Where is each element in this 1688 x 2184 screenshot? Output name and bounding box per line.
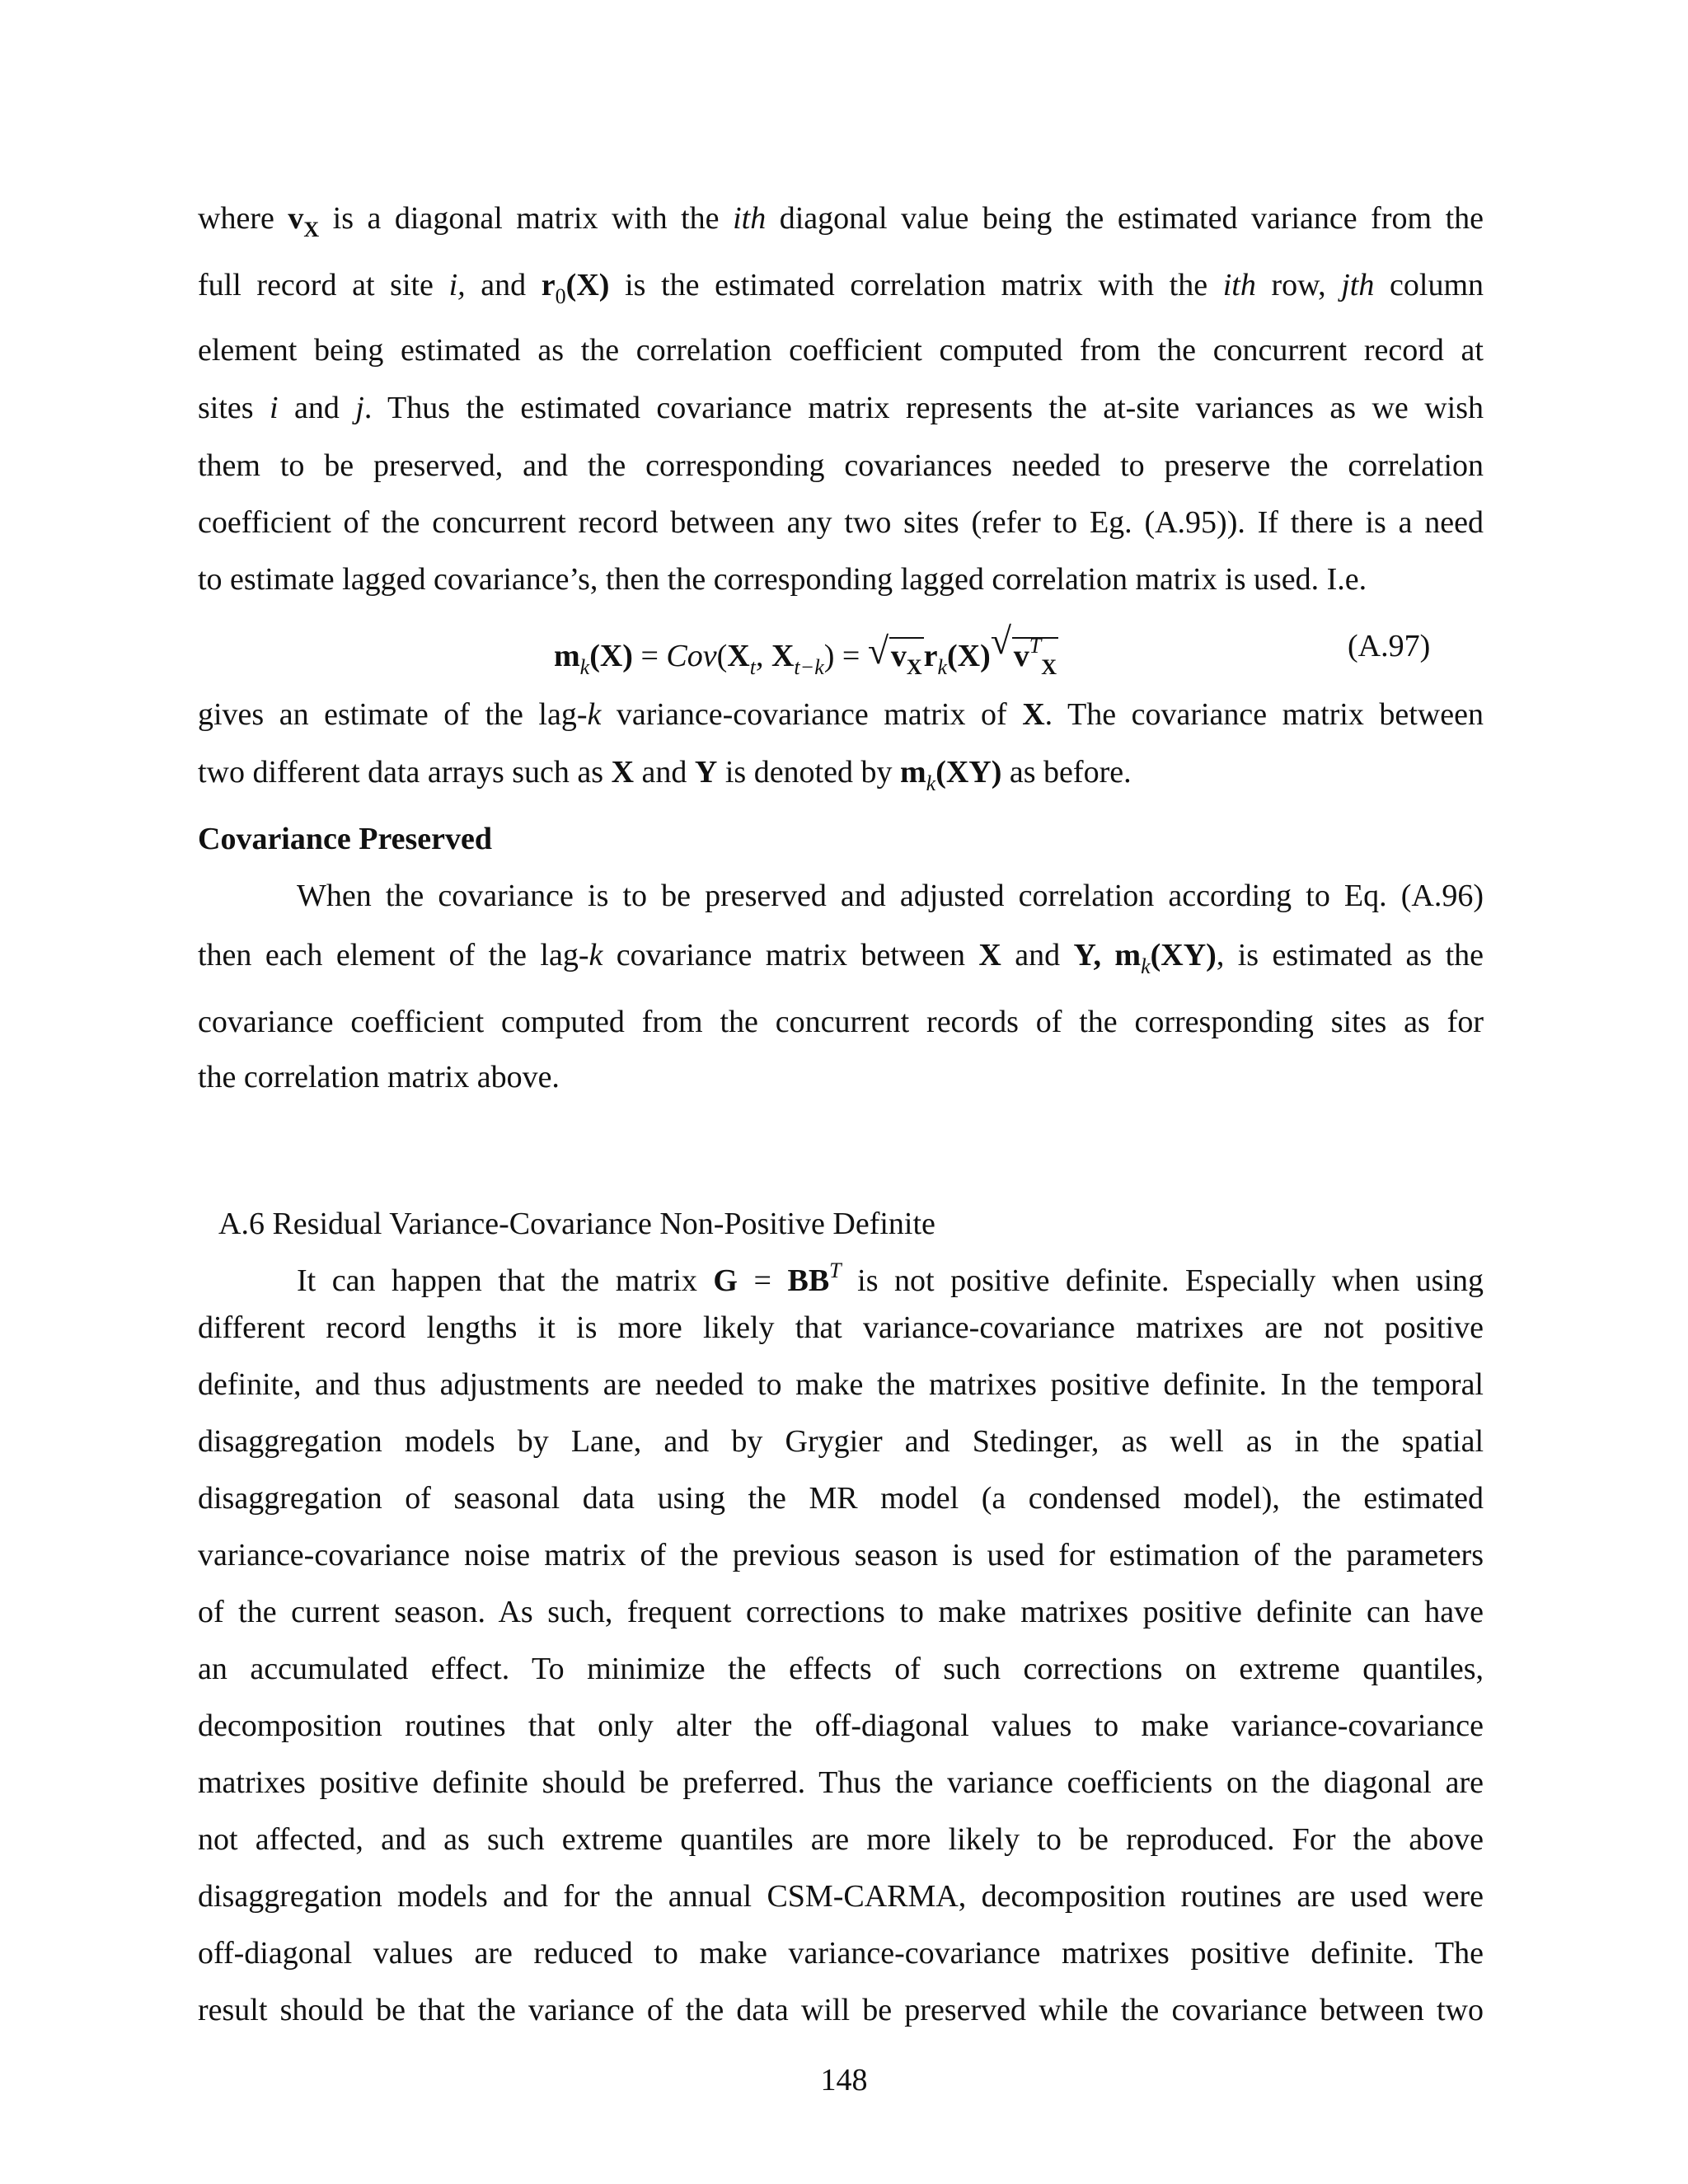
heading-covariance-preserved: Covariance Preserved — [198, 822, 493, 856]
para1-line1: where $v_X$ is a diagonal matrix with the ith diagonal value being the estimated variance from the — [198, 201, 1484, 241]
para4-line10: matrixes positive definite should be preferred. Thus the variance coefficients on the diagonal are — [198, 1765, 1484, 1800]
para4-line4: disaggregation models by Lane, and by Grygier and Stedinger, as well as in the spatial — [198, 1424, 1484, 1459]
section-title: A.6 Residual Variance-Covariance Non-Positive Definite — [218, 1207, 935, 1241]
para1-line6: coefficient of the concurrent record between any two sites (refer to Eg. (A.95)). If there is a need — [198, 505, 1484, 540]
para3-line4: the correlation matrix above. — [198, 1060, 560, 1094]
equation-a97: $m_k(X) = Cov(X_t$, $X_{t-k}$) = √ $v_Xr_k(X)$ √ $v^T_X$ — [554, 626, 1058, 687]
para4-line1: It can happen that the matrix $G = BB^T$ is not positive definite. Especially when using — [297, 1258, 1484, 1298]
equation-number: (A.97) — [1348, 629, 1431, 663]
para4-line8: an accumulated effect. To minimize the effects of such corrections on extreme quantiles, — [198, 1652, 1484, 1686]
para4-line3: definite, and thus adjustments are needed to make the matrixes positive definite. In the temporal — [198, 1367, 1484, 1402]
para1-line4: sites i and j. Thus the estimated covariance matrix represents the at-site variances as we wish — [198, 391, 1484, 425]
sqrt-vx: √ $v_X$ — [867, 630, 922, 679]
para2-line2: two different data arrays such as X and Y is denoted by $m_k(XY)$ as before. — [198, 755, 1132, 795]
para4-line13: off-diagonal values are reduced to make variance-covariance matrixes positive definite. The — [198, 1936, 1484, 1971]
para4-line5: disaggregation of seasonal data using the MR model (a condensed model), the estimated — [198, 1481, 1484, 1516]
para4-line11: not affected, and as such extreme quantiles are more likely to be reproduced. For the above — [198, 1822, 1484, 1857]
para4-line12: disaggregation models and for the annual CSM-CARMA, decomposition routines are used were — [198, 1879, 1484, 1914]
para1-line5: them to be preserved, and the corresponding covariances needed to preserve the correlation — [198, 448, 1484, 483]
para3-line2: then each element of the lag-k covariance matrix between X and Y, $m_k(XY)$, is estimated as the — [198, 938, 1484, 978]
para2-line1: gives an estimate of the lag-k variance-covariance matrix of X. The covariance matrix between — [198, 697, 1484, 732]
para4-line9: decomposition routines that only alter the off-diagonal values to make variance-covariance — [198, 1708, 1484, 1743]
para4-line7: of the current season. As such, frequent corrections to make matrixes positive definite can have — [198, 1595, 1484, 1629]
para4-line6: variance-covariance noise matrix of the previous season is used for estimation of the parameters — [198, 1538, 1484, 1572]
sqrt-vx-transpose: √ $v^T_X$ — [990, 620, 1057, 679]
para1-line3: element being estimated as the correlation coefficient computed from the concurrent record at — [198, 333, 1484, 368]
para1-line7: to estimate lagged covariance’s, then the corresponding lagged correlation matrix is used. I.e. — [198, 562, 1367, 597]
page-number: 148 — [820, 2063, 868, 2097]
para3-line3: covariance coefficient computed from the concurrent records of the corresponding sites as for — [198, 1005, 1484, 1039]
para4-line14: result should be that the variance of the data will be preserved while the covariance between two — [198, 1993, 1484, 2027]
para1-line2: full record at site i, and $r_0(X)$ is the estimated correlation matrix with the ith row, jth column — [198, 268, 1484, 308]
para4-line2: different record lengths it is more likely that variance-covariance matrixes are not positive — [198, 1310, 1484, 1345]
para3-line1: When the covariance is to be preserved and adjusted correlation according to Eq. (A.96) — [297, 879, 1484, 913]
